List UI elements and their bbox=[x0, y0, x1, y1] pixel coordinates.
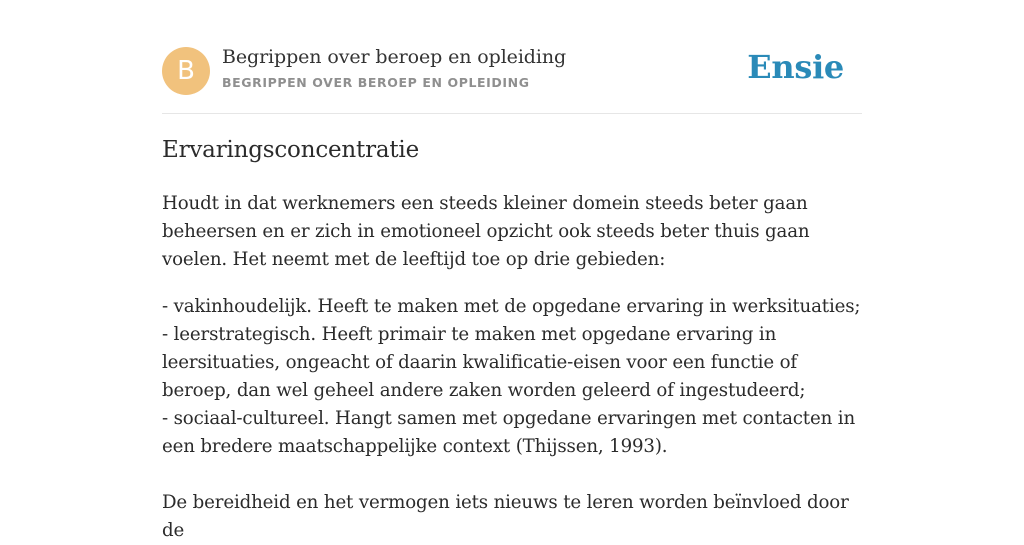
ensie-logo[interactable]: Ensie bbox=[747, 48, 844, 86]
definition-paragraph: De bereidheid en het vermogen iets nieuws te leren worden beïnvloed door de bbox=[162, 492, 849, 541]
page-container bbox=[162, 0, 862, 541]
source-avatar[interactable]: B bbox=[162, 47, 210, 95]
source-title[interactable]: Begrippen over beroep en opleiding bbox=[222, 46, 567, 68]
term-title: Ervaringsconcentratie bbox=[162, 137, 419, 163]
source-subtitle: BEGRIPPEN OVER BEROEP EN OPLEIDING bbox=[222, 75, 530, 90]
definition-list-paragraph: - vakinhoudelijk. Heeft te maken met de opgedane ervaring in werksituaties; - leerstrategisch. Heeft primair te maken met opgedane ervaring in leersituaties, ongeacht of daarin kwalificatie-eisen voor een functie of beroep, dan wel geheel andere zaken worden geleerd of ingestudeerd; - sociaal-cultureel. Hangt samen met opgedane ervaringen met contacten in een bredere maatschappelijke context (Thijssen, 1993). bbox=[162, 296, 861, 457]
page-header bbox=[162, 0, 862, 114]
definition-paragraph: Houdt in dat werknemers een steeds kleiner domein steeds beter gaan beheersen en er zich in emotioneel opzicht ook steeds beter thuis gaan voelen. Het neemt met de leeftijd toe op drie gebieden: bbox=[162, 193, 810, 270]
